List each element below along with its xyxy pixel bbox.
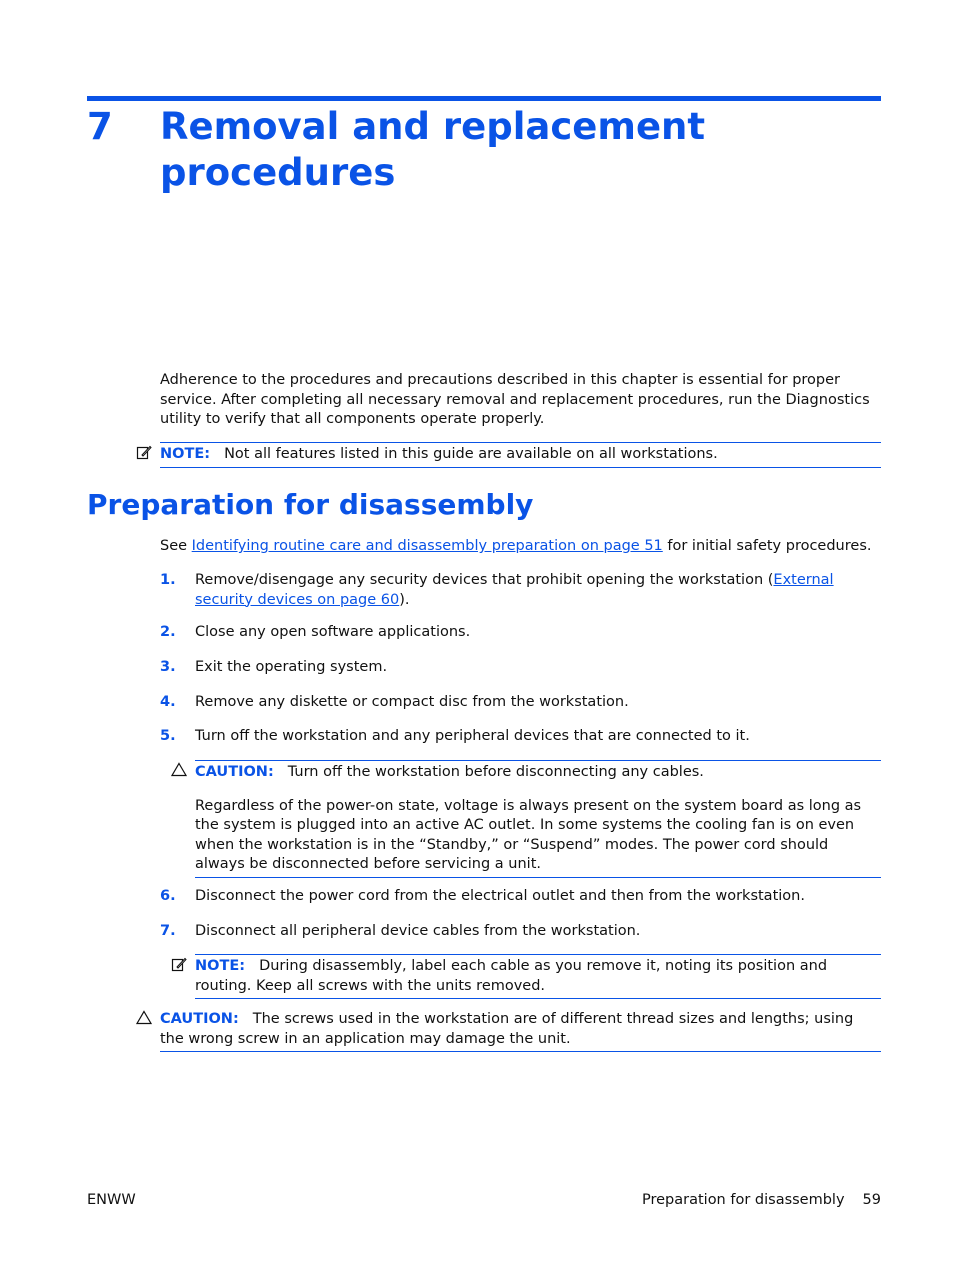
list-item [160, 727, 881, 747]
step-text: Turn off the workstation and any peripheral devices that are connected to it. [195, 728, 750, 744]
intro-paragraph: Adherence to the procedures and precautions described in this chapter is essential for proper service. After completing all necessary removal and replacement procedures, run the Diagnostics utility to verify that all components operate properly. [160, 372, 870, 427]
caution-triangle-icon [136, 1010, 152, 1030]
see-prefix: See [160, 538, 192, 554]
routine-care-link[interactable]: Identifying routine care and disassembly preparation on page 51 [191, 538, 663, 554]
external-security-link[interactable]: External security devices on page 60 [195, 572, 834, 608]
step-number: 4. [160, 694, 176, 710]
list-item [160, 623, 881, 643]
caution-box [195, 760, 881, 878]
caution-label: CAUTION: [195, 764, 274, 780]
chapter-rule [87, 96, 881, 101]
footer-right [642, 1192, 881, 1208]
note-text: During disassembly, label each cable as you remove it, noting its position and routing. Keep all screws with the units removed. [195, 958, 828, 994]
step-number: 3. [160, 659, 176, 675]
caution-text: Turn off the workstation before disconnecting any cables. [287, 764, 704, 780]
caution-detail: Regardless of the power-on state, voltage is always present on the system board as long as the system is plugged into an active AC outlet. In some systems the cooling fan is on even when the workstation is in the “Standby,” or “Suspend” modes. The power cord should always be disconnected before servicing a unit. [195, 797, 862, 872]
step-number: 5. [160, 728, 176, 744]
caution-text: The screws used in the workstation are of different thread sizes and lengths; using the wrong screw in an application may damage the unit. [160, 1011, 854, 1047]
footer-section: Preparation for disassembly [641, 1192, 845, 1208]
step-text [195, 571, 881, 610]
chapter-number: 7 [87, 105, 113, 148]
step-text-after: ). [399, 591, 410, 608]
caution-triangle-icon [171, 762, 187, 782]
step-number: 6. [160, 888, 176, 904]
step-text: Exit the operating system. [195, 659, 388, 675]
step-text: Disconnect the power cord from the electrical outlet and then from the workstation. [195, 888, 805, 904]
note-box [195, 954, 881, 999]
step-number: 2. [160, 624, 176, 640]
list-item [160, 887, 881, 907]
note-box [160, 442, 881, 468]
note-label: NOTE: [195, 958, 246, 974]
note-text: Not all features listed in this guide are available on all workstations. [224, 446, 718, 462]
caution-box [160, 1008, 881, 1052]
list-item [160, 658, 881, 678]
list-item [160, 922, 881, 942]
step-number: 7. [160, 923, 176, 939]
list-item [160, 693, 881, 713]
page-number: 59 [862, 1192, 881, 1208]
step-number: 1. [160, 572, 176, 588]
note-pencil-icon [136, 444, 152, 465]
caution-label: CAUTION: [160, 1011, 239, 1027]
step-text: Disconnect all peripheral device cables from the workstation. [195, 923, 641, 939]
see-suffix: for initial safety procedures. [662, 538, 872, 554]
chapter-title: Removal and replacement procedures [160, 105, 706, 194]
footer-left: ENWW [87, 1192, 136, 1208]
see-paragraph [160, 537, 881, 557]
note-label: NOTE: [160, 446, 211, 462]
step-text: Close any open software applications. [195, 624, 471, 640]
note-pencil-icon [171, 956, 187, 977]
section-title: Preparation for disassembly [87, 488, 534, 521]
step-text: Remove any diskette or compact disc from the workstation. [195, 694, 629, 710]
step-text-before: Remove/disengage any security devices that prohibit opening the workstation ( [195, 572, 774, 588]
list-item [160, 571, 881, 610]
